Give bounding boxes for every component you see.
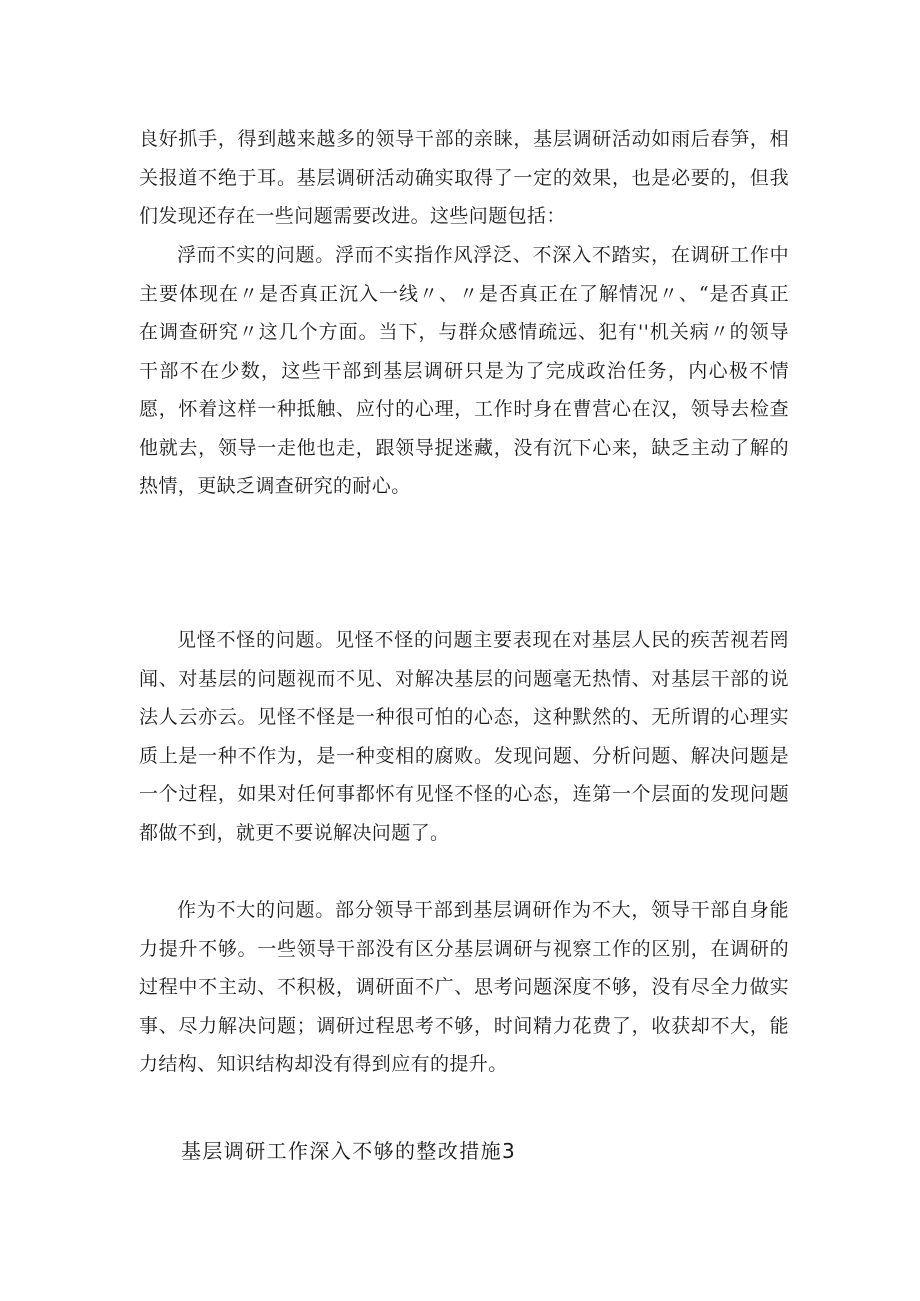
paragraph-intro: 良好抓手，得到越来越多的领导干部的亲睐，基层调研活动如雨后春笋，相关报道不绝于耳。基层调研活动确实取得了一定的效果，也是必要的，但我们发现还存在一些问题需要改进。这些问题包括： bbox=[139, 128, 789, 227]
section-heading: 基层调研工作深入不够的整改措施3 bbox=[181, 1139, 517, 1163]
paragraph-superficial-problem: 浮而不实的问题。浮而不实指作风浮泛、不深入不踏实，在调研工作中主要体现在〃是否真正沉入一线〃、〃是否真正在了解情况〃、“是否真正在调查研究〃这几个方面。当下，与群众感情疏远、犯有''机关病〃的领导干部不在少数，这些干部到基层调研只是为了完成政治任务，内心极不情愿，怀着这样一种抵触、应付的心理，工作时身在曹营心在汉，领导去检查他就去，领导一走他也走，跟领导捉迷藏，没有沉下心来，缺乏主动了解的热情，更缺乏调查研究的耐心。 bbox=[139, 244, 789, 497]
paragraph-little-achievement-problem: 作为不大的问题。部分领导干部到基层调研作为不大，领导干部自身能力提升不够。一些领导干部没有区分基层调研与视察工作的区别，在调研的过程中不主动、不积极，调研面不广、思考问题深度不够，没有尽全力做实事、尽力解决问题；调研过程思考不够，时间精力花费了，收获却不大，能力结构、知识结构却没有得到应有的提升。 bbox=[139, 899, 789, 1075]
paragraph-indifference-problem: 见怪不怪的问题。见怪不怪的问题主要表现在对基层人民的疾苦视若罔闻、对基层的问题视而不见、对解决基层的问题毫无热情、对基层干部的说法人云亦云。见怪不怪是一种很可怕的心态，这种默然的、无所谓的心理实质上是一种不作为，是一种变相的腐败。发现问题、分析问题、解决问题是一个过程，如果对任何事都怀有见怪不怪的心态，连第一个层面的发现问题都做不到，就更不要说解决问题了。 bbox=[139, 629, 789, 844]
